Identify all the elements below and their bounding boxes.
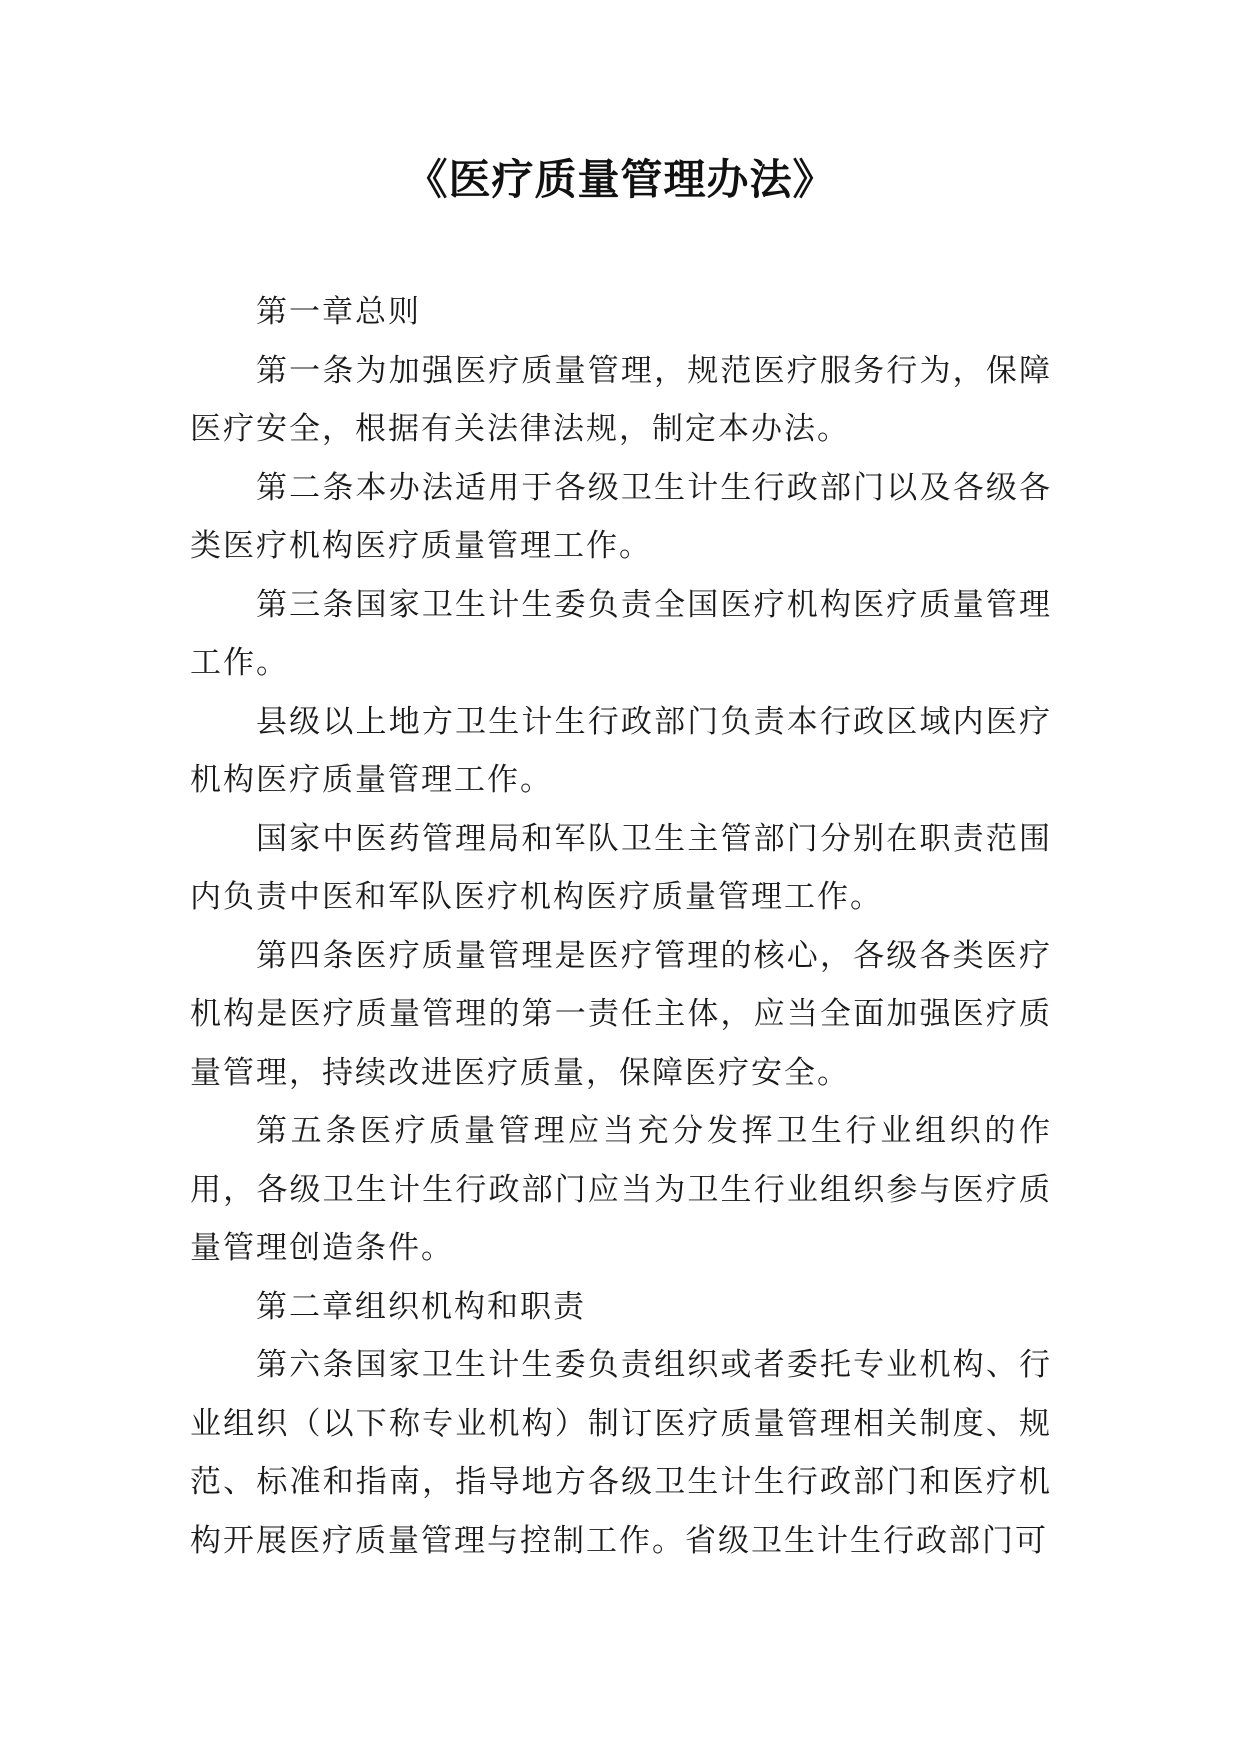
article-1-paragraph: 第一条为加强医疗质量管理，规范医疗服务行为，保障医疗安全，根据有关法律法规，制定本办法。 (190, 352, 1052, 447)
article-3-tcm-military-paragraph: 国家中医药管理局和军队卫生主管部门分别在职责范围内负责中医和军队医疗机构医疗质量管理工作。 (190, 820, 1052, 915)
document-body (190, 283, 1052, 1570)
article-5-paragraph: 第五条医疗质量管理应当充分发挥卫生行业组织的作用，各级卫生计生行政部门应当为卫生行业组织参与医疗质量管理创造条件。 (190, 1113, 1052, 1266)
article-3-paragraph: 第三条国家卫生计生委负责全国医疗机构医疗质量管理工作。 (190, 586, 1052, 681)
chapter-heading-2: 第二章组织机构和职责 (256, 1288, 586, 1325)
document-title: 《医疗质量管理办法》 (405, 155, 836, 204)
chapter-heading-1: 第一章总则 (256, 294, 421, 330)
article-2-paragraph: 第二条本办法适用于各级卫生计生行政部门以及各级各类医疗机构医疗质量管理工作。 (190, 469, 1052, 564)
article-3-county-paragraph: 县级以上地方卫生计生行政部门负责本行政区域内医疗机构医疗质量管理工作。 (190, 703, 1052, 798)
article-6-paragraph: 第六条国家卫生计生委负责组织或者委托专业机构、行业组织（以下称专业机构）制订医疗质量管理相关制度、规范、标准和指南，指导地方各级卫生计生行政部门和医疗机构开展医疗质量管理与控制工作。省级卫生计生行政部门可 (190, 1347, 1052, 1559)
article-4-paragraph: 第四条医疗质量管理是医疗管理的核心，各级各类医疗机构是医疗质量管理的第一责任主体，应当全面加强医疗质量管理，持续改进医疗质量，保障医疗安全。 (190, 937, 1052, 1091)
